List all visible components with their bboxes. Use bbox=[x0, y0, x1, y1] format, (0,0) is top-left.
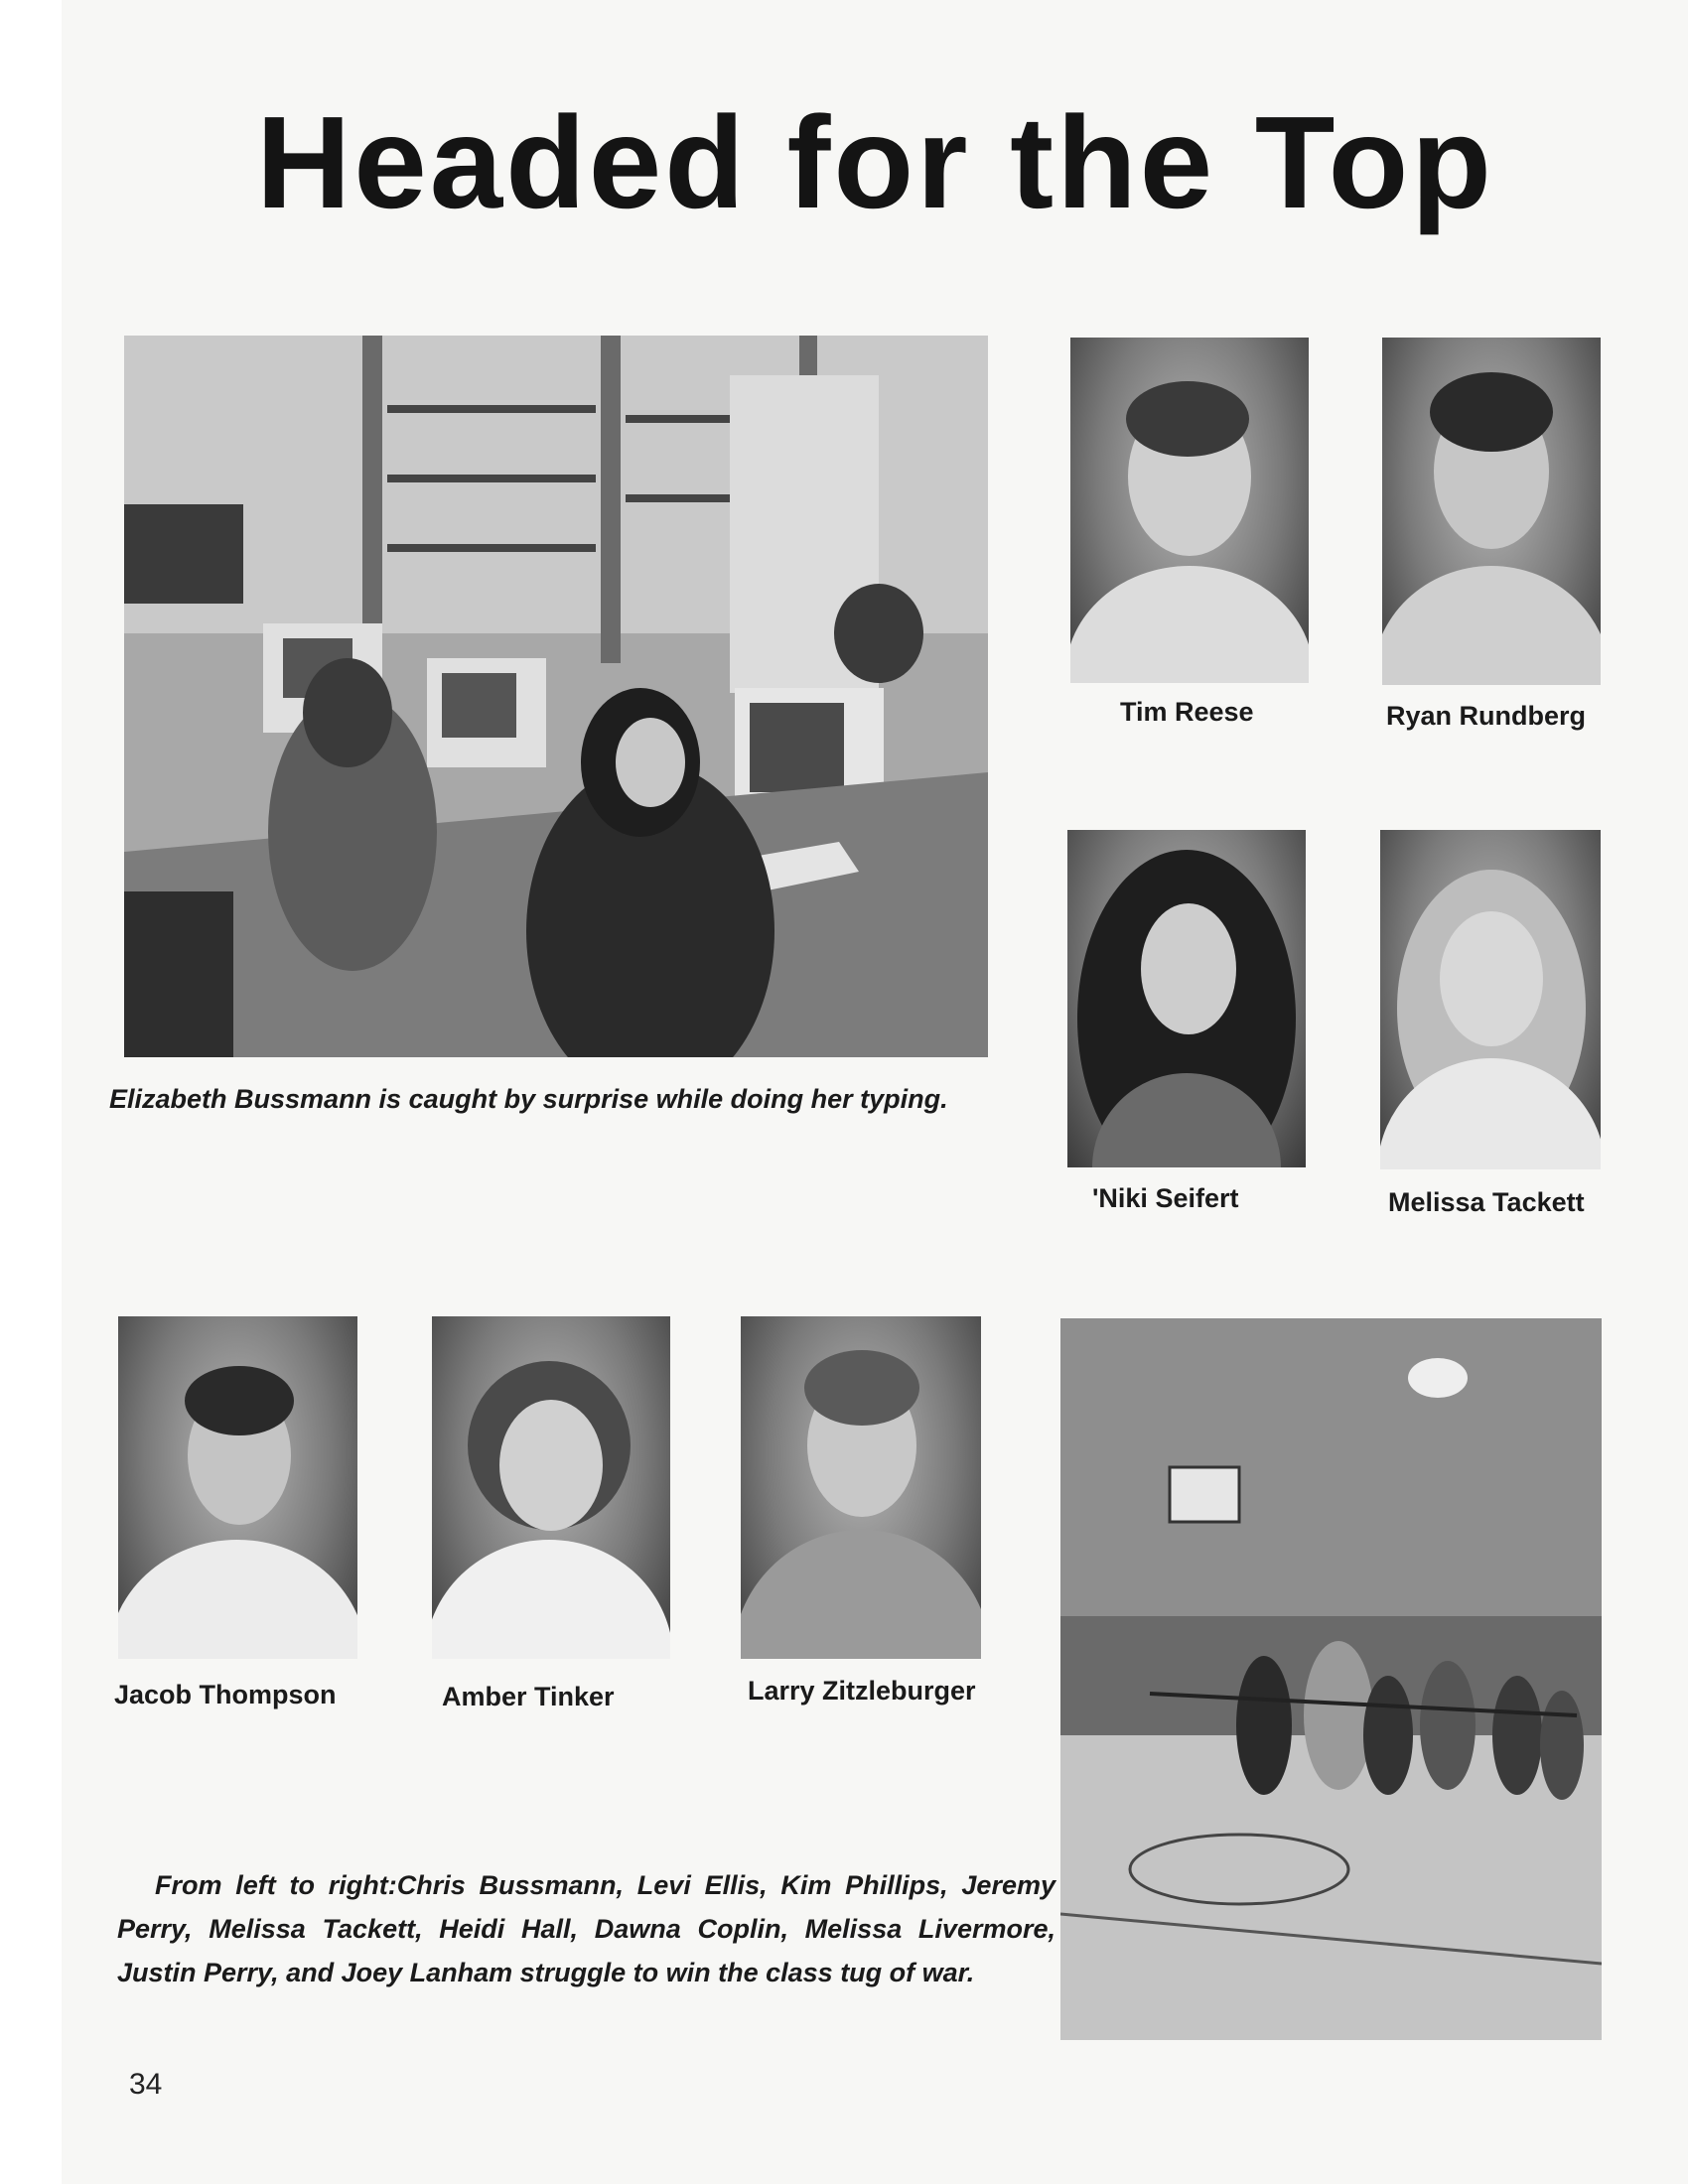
portrait-photo-melissa-tackett bbox=[1380, 830, 1601, 1169]
portrait-photo-ryan-rundberg bbox=[1382, 338, 1601, 685]
portrait-name-ryan-rundberg: Ryan Rundberg bbox=[1386, 701, 1587, 731]
portrait-name-niki-seifert: 'Niki Seifert bbox=[1092, 1183, 1239, 1213]
page-number: 34 bbox=[129, 2068, 163, 2101]
computer-lab-photo bbox=[124, 336, 988, 1057]
portrait-name-tim-reese: Tim Reese bbox=[1120, 697, 1254, 727]
portrait-photo-tim-reese bbox=[1070, 338, 1309, 683]
portrait-name-larry-zitzleburger: Larry Zitzleburger bbox=[748, 1676, 976, 1706]
portrait-photo-amber-tinker bbox=[432, 1316, 670, 1659]
tug-of-war-photo bbox=[1060, 1318, 1602, 2040]
portrait-photo-larry-zitzleburger bbox=[741, 1316, 981, 1659]
portrait-name-jacob-thompson: Jacob Thompson bbox=[114, 1680, 337, 1709]
portrait-name-amber-tinker: Amber Tinker bbox=[442, 1682, 615, 1711]
page-title: Headed for the Top bbox=[256, 89, 1494, 235]
computer-lab-caption: Elizabeth Bussmann is caught by surprise while doing her typing. bbox=[109, 1084, 948, 1114]
tug-of-war-caption: From left to right:Chris Bussmann, Levi Ellis, Kim Phillips, Jeremy Perry, Melissa Tackett, Heidi Hall, Dawna Coplin, Melissa Livermore, Justin Perry, and Joey Lanham struggle to win the class tug of war. bbox=[117, 1870, 1055, 1987]
portrait-name-melissa-tackett: Melissa Tackett bbox=[1388, 1187, 1585, 1217]
portrait-photo-jacob-thompson bbox=[118, 1316, 357, 1659]
portrait-photo-niki-seifert bbox=[1067, 830, 1306, 1167]
